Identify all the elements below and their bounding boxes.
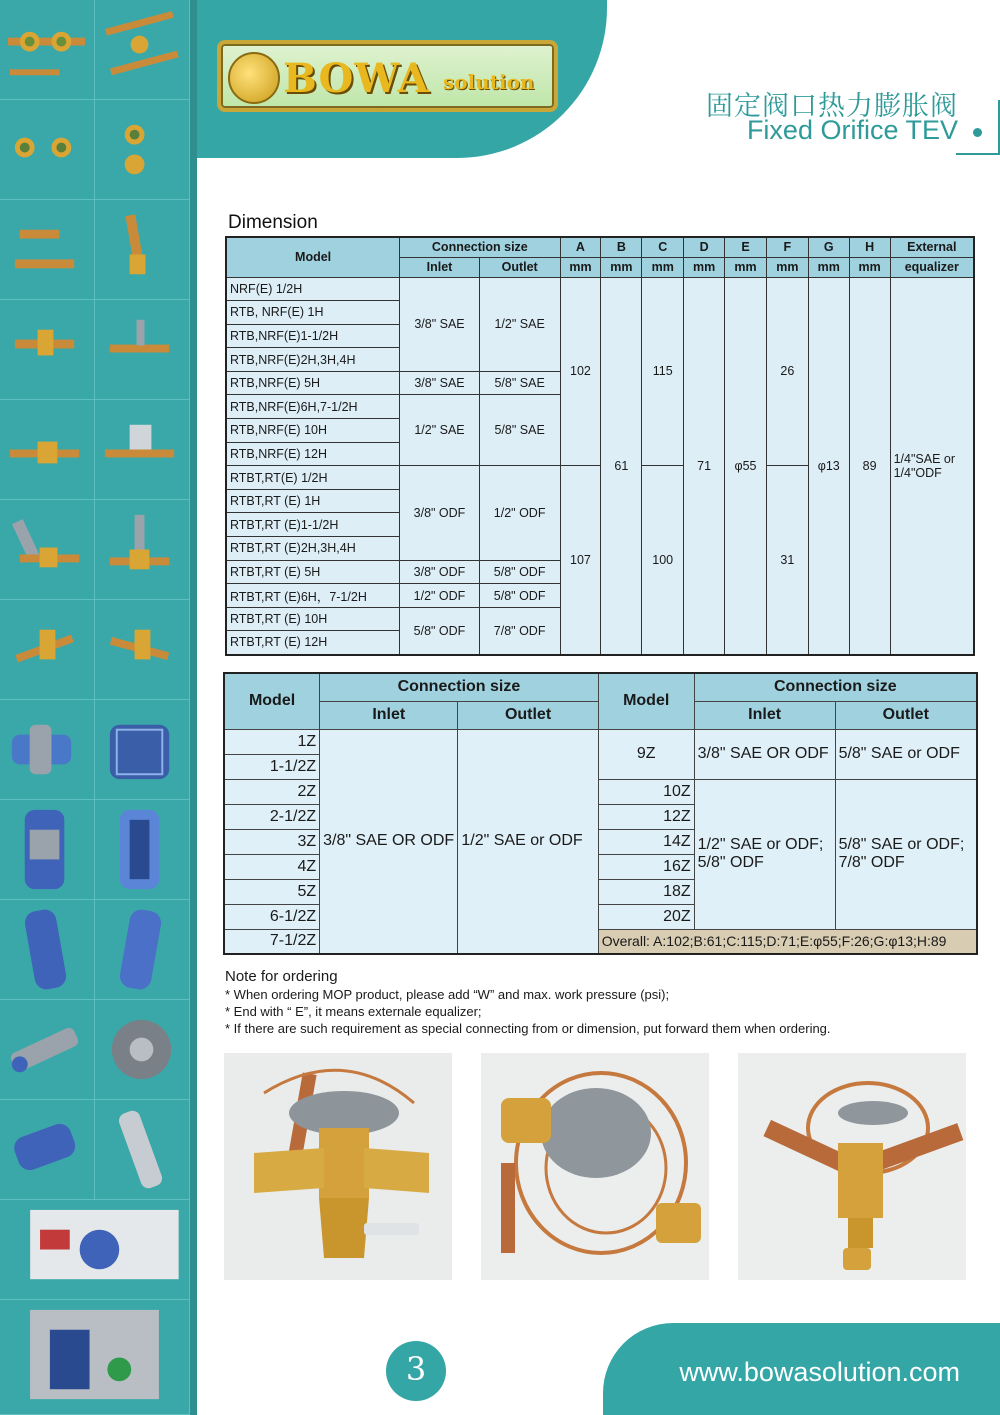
col-c: C: [642, 237, 684, 257]
col-connection-size: Connection size: [400, 237, 560, 257]
external-equalizer-cell: 1/4"SAE or 1/4"ODF: [890, 277, 974, 655]
right-inlet-line-2: 5/8" ODF: [697, 854, 764, 871]
brand-sub: solution: [443, 70, 535, 94]
unit-h: mm: [849, 257, 890, 277]
dimension-table: [225, 236, 975, 656]
table-row-model: 4Z: [224, 854, 320, 879]
table-row-model-right: 10Z: [598, 779, 694, 804]
left-outlet-cell: 1/2" SAE or ODF: [458, 729, 598, 954]
product-thumb-receiver-2: [95, 900, 190, 1000]
right-inlet-cell-9z: 3/8" SAE OR ODF: [694, 729, 835, 779]
dim-e-cell: φ55: [725, 277, 767, 655]
dim-b-cell: 61: [601, 277, 642, 655]
col-external: External: [890, 237, 974, 257]
website-link[interactable]: www.bowasolution.com: [679, 1357, 960, 1387]
ordering-notes: [225, 968, 831, 1037]
product-thumb-solenoid: [0, 400, 95, 500]
conn-outlet-cell: 5/8" ODF: [479, 560, 560, 584]
conn-inlet-cell: 3/8" SAE: [400, 371, 480, 395]
table-row-model: RTB,NRF(E) 5H: [226, 371, 400, 395]
dim-f-cell: 26: [766, 277, 808, 466]
product-thumb-filter-drier: [0, 700, 95, 800]
product-thumb-accumulator-2: [95, 800, 190, 900]
table-row-model: 5Z: [224, 879, 320, 904]
col-outlet: Outlet: [479, 257, 560, 277]
col-connection-left: Connection size: [320, 673, 599, 701]
unit-c: mm: [642, 257, 684, 277]
page-title-en: Fixed Orifice TEV: [746, 115, 958, 145]
unit-a: mm: [560, 257, 601, 277]
col-model-left: Model: [224, 673, 320, 729]
table-row-model: 2Z: [224, 779, 320, 804]
page-title-cn: 固定阀口热力膨胀阀: [706, 91, 958, 121]
col-h: H: [849, 237, 890, 257]
conn-inlet-cell: 3/8" SAE: [400, 277, 480, 371]
product-thumb-heater: [0, 1100, 95, 1200]
table-row-model: RTBT,RT (E) 10H: [226, 607, 400, 631]
col-outlet-right: Outlet: [835, 701, 977, 729]
product-photo-1: [224, 1053, 452, 1280]
table-row-model: RTBT,RT (E)2H,3H,4H: [226, 537, 400, 561]
model-connection-table: [223, 672, 978, 955]
dim-a-cell: 102: [560, 277, 601, 466]
col-f: F: [766, 237, 808, 257]
col-a: A: [560, 237, 601, 257]
table-row-model-right: 18Z: [598, 879, 694, 904]
conn-outlet-cell: 1/2" SAE: [479, 277, 560, 371]
conn-outlet-cell: 5/8" SAE: [479, 371, 560, 395]
conn-inlet-cell: 5/8" ODF: [400, 607, 480, 654]
conn-inlet-cell: 3/8" ODF: [400, 560, 480, 584]
right-outlet-line-2: 7/8" ODF: [838, 854, 905, 871]
product-thumb-cabinet: [0, 1300, 190, 1415]
table-row-model-right: 16Z: [598, 854, 694, 879]
product-thumb-solenoid-2: [95, 400, 190, 500]
unit-b: mm: [601, 257, 642, 277]
unit-e: mm: [725, 257, 767, 277]
table-row-model: RTB,NRF(E) 12H: [226, 442, 400, 466]
product-thumb-sight-glass-2: [95, 0, 190, 100]
table-row-model-right: 14Z: [598, 829, 694, 854]
product-thumb-fan: [95, 1000, 190, 1100]
table-row-model: RTB,NRF(E)2H,3H,4H: [226, 348, 400, 372]
col-connection-right: Connection size: [694, 673, 977, 701]
brand-logo-emblem: [228, 52, 280, 104]
product-thumb-receiver: [0, 900, 95, 1000]
note-line: * If there are such requirement as special connecting from or dimension, put forward them when ordering.: [225, 1021, 831, 1036]
table-row-model: RTBT,RT(E) 1/2H: [226, 466, 400, 490]
product-photo-3: [738, 1053, 966, 1280]
right-inlet-line-1: 1/2" SAE or ODF;: [697, 836, 824, 853]
col-inlet: Inlet: [400, 257, 480, 277]
product-thumb-valve-5: [0, 600, 95, 700]
table-row-model: 6-1/2Z: [224, 904, 320, 929]
table-row-model: 3Z: [224, 829, 320, 854]
table-row-model: RTB,NRF(E)6H,7-1/2H: [226, 395, 400, 419]
product-thumb-filter-shell: [95, 700, 190, 800]
unit-d: mm: [684, 257, 725, 277]
col-equalizer: equalizer: [890, 257, 974, 277]
product-thumb-sight-glass: [0, 0, 95, 100]
table-row-model: RTBT,RT (E) 1H: [226, 489, 400, 513]
dim-g-cell: φ13: [808, 277, 849, 655]
conn-outlet-cell: 5/8" SAE: [479, 395, 560, 466]
col-g: G: [808, 237, 849, 257]
product-thumb-valve-2: [95, 300, 190, 400]
strip-divider: [190, 0, 197, 1415]
col-outlet-left: Outlet: [458, 701, 598, 729]
conn-inlet-cell: 3/8" ODF: [400, 466, 480, 560]
table-row-model-right: 9Z: [598, 729, 694, 779]
right-outlet-line-1: 5/8" SAE or ODF;: [838, 836, 965, 853]
unit-g: mm: [808, 257, 849, 277]
dim-h-cell: 89: [849, 277, 890, 655]
col-inlet-right: Inlet: [694, 701, 835, 729]
unit-f: mm: [766, 257, 808, 277]
conn-outlet-cell: 7/8" ODF: [479, 607, 560, 654]
table-row-model: RTBT,RT (E)1-1/2H: [226, 513, 400, 537]
table-row-model: RTB,NRF(E) 10H: [226, 419, 400, 443]
dim-d-cell: 71: [684, 277, 725, 655]
product-thumb-connector-2: [95, 200, 190, 300]
overall-dimensions: Overall: A:102;B:61;C:115;D:71;E:φ55;F:26;G:φ13;H:89: [598, 929, 977, 954]
product-thumb-indicator-2: [95, 100, 190, 200]
product-thumb-valve-4: [95, 500, 190, 600]
dim-c-cell: 115: [642, 277, 684, 466]
table-row-model: RTBT,RT (E) 5H: [226, 560, 400, 584]
product-photo-2: [481, 1053, 709, 1280]
product-thumb-valve: [0, 300, 95, 400]
conn-inlet-cell: 1/2" SAE: [400, 395, 480, 466]
brand-name: BOWA: [283, 55, 430, 102]
table-row-model-right: 12Z: [598, 804, 694, 829]
table-row-model: 1-1/2Z: [224, 754, 320, 779]
notes-title: Note for ordering: [225, 968, 338, 985]
conn-outlet-cell: 1/2" ODF: [479, 466, 560, 560]
product-thumb-accumulator: [0, 800, 95, 900]
note-line: * When ordering MOP product, please add “W” and max. work pressure (psi);: [225, 987, 670, 1002]
table-row-model: RTBT,RT (E) 12H: [226, 631, 400, 655]
product-thumb-valve-6: [95, 600, 190, 700]
right-outlet-cell-9z: 5/8" SAE or ODF: [835, 729, 977, 779]
note-line: * End with “ E”, it means externale equalizer;: [225, 1004, 482, 1019]
product-thumb-separator: [0, 1000, 95, 1100]
table-row-model: RTB,NRF(E)1-1/2H: [226, 324, 400, 348]
title-rule-underline: [956, 153, 1000, 155]
right-outlet-cell: [835, 779, 977, 929]
product-thumb-unit: [0, 1200, 190, 1300]
table-row-model-right: 20Z: [598, 904, 694, 929]
conn-outlet-cell: 5/8" ODF: [479, 584, 560, 608]
table-row-model: 2-1/2Z: [224, 804, 320, 829]
dim-a-cell: 107: [560, 466, 601, 655]
dim-f-cell: 31: [766, 466, 808, 655]
product-thumb-exchanger: [95, 1100, 190, 1200]
table-row-model: 1Z: [224, 729, 320, 754]
col-model-right: Model: [598, 673, 694, 729]
col-d: D: [684, 237, 725, 257]
table-row-model: NRF(E) 1/2H: [226, 277, 400, 301]
table-row-model: RTBT,RT (E)6H，7-1/2H: [226, 584, 400, 608]
right-inlet-cell: [694, 779, 835, 929]
product-thumb-indicator: [0, 100, 95, 200]
table-row-model: RTB, NRF(E) 1H: [226, 301, 400, 325]
page-number: 3: [405, 1350, 427, 1388]
product-thumbnail-strip: [0, 0, 190, 1415]
col-model: Model: [226, 237, 400, 277]
dim-c-cell: 100: [642, 466, 684, 655]
conn-inlet-cell: 1/2" ODF: [400, 584, 480, 608]
col-inlet-left: Inlet: [320, 701, 458, 729]
col-e: E: [725, 237, 767, 257]
table-row-model: 7-1/2Z: [224, 929, 320, 954]
product-thumb-connector: [0, 200, 95, 300]
col-b: B: [601, 237, 642, 257]
dimension-heading: Dimension: [228, 212, 318, 233]
left-inlet-cell: 3/8" SAE OR ODF: [320, 729, 458, 954]
title-dot: [973, 128, 982, 137]
product-thumb-valve-3: [0, 500, 95, 600]
